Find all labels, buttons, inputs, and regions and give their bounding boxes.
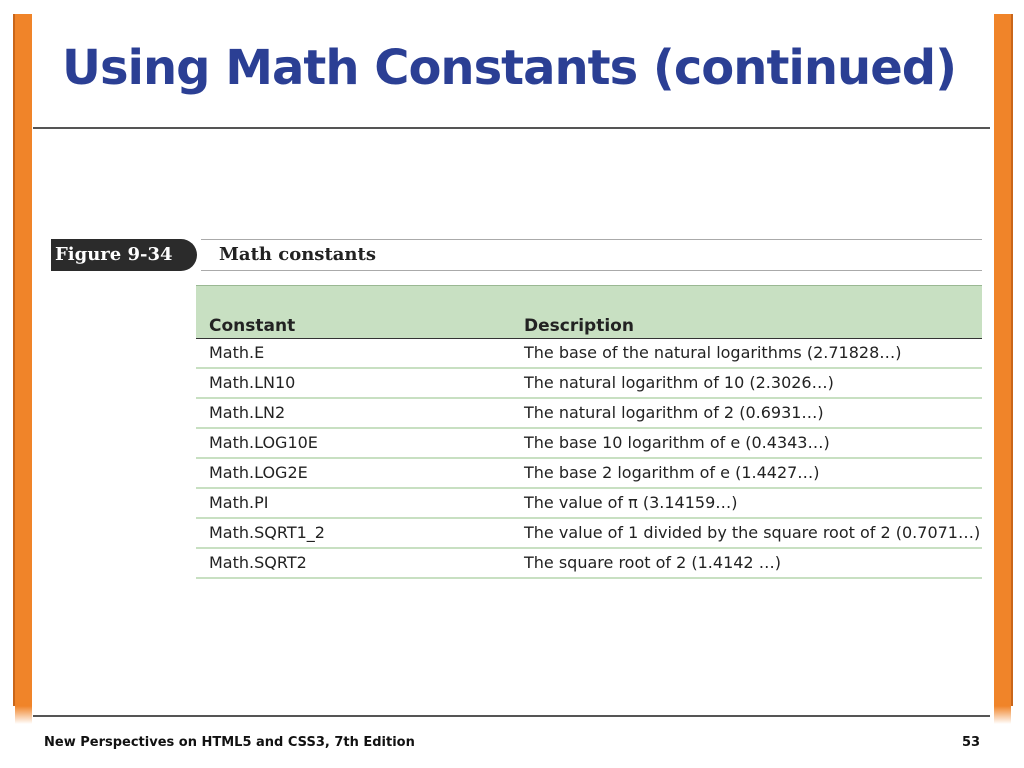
table-row — [196, 369, 982, 399]
figure-label: Figure 9-34 — [51, 239, 197, 271]
constant-cell: Math.LN2 — [209, 403, 286, 422]
footer-divider — [33, 715, 990, 717]
constant-cell: Math.E — [209, 343, 265, 362]
table-row — [196, 519, 982, 549]
table-row — [196, 489, 982, 519]
table-header — [196, 285, 982, 339]
constant-cell: Math.SQRT2 — [209, 553, 307, 572]
description-cell: The value of 1 divided by the square root of 2 (0.7071…) — [524, 523, 981, 542]
description-cell: The natural logarithm of 10 (2.3026…) — [524, 373, 834, 392]
header-description: Description — [524, 316, 634, 336]
table-row — [196, 429, 982, 459]
footer-book-title: New Perspectives on HTML5 and CSS3, 7th Edition — [44, 735, 415, 750]
table-row — [196, 459, 982, 489]
constant-cell: Math.SQRT1_2 — [209, 523, 325, 542]
table-body — [196, 339, 982, 579]
description-cell: The value of π (3.14159…) — [524, 493, 738, 512]
constant-cell: Math.LN10 — [209, 373, 296, 392]
constant-cell: Math.LOG2E — [209, 463, 308, 482]
description-cell: The natural logarithm of 2 (0.6931…) — [524, 403, 824, 422]
description-cell: The base 2 logarithm of e (1.4427…) — [524, 463, 820, 482]
left-accent-bar — [13, 14, 32, 706]
math-constants-table — [196, 285, 982, 579]
right-accent-bar — [994, 14, 1013, 706]
header-constant: Constant — [209, 316, 296, 336]
figure-caption: Math constants — [219, 244, 376, 265]
description-cell: The base 10 logarithm of e (0.4343…) — [524, 433, 830, 452]
constant-cell: Math.PI — [209, 493, 269, 512]
table-row — [196, 549, 982, 579]
table-row — [196, 399, 982, 429]
slide-title: Using Math Constants (continued) — [62, 40, 957, 96]
page-number: 53 — [962, 735, 981, 750]
title-divider — [33, 127, 990, 129]
description-cell: The base of the natural logarithms (2.71828…) — [524, 343, 902, 362]
description-cell: The square root of 2 (1.4142 …) — [524, 553, 781, 572]
table-row — [196, 339, 982, 369]
figure-header — [51, 239, 982, 271]
constant-cell: Math.LOG10E — [209, 433, 318, 452]
